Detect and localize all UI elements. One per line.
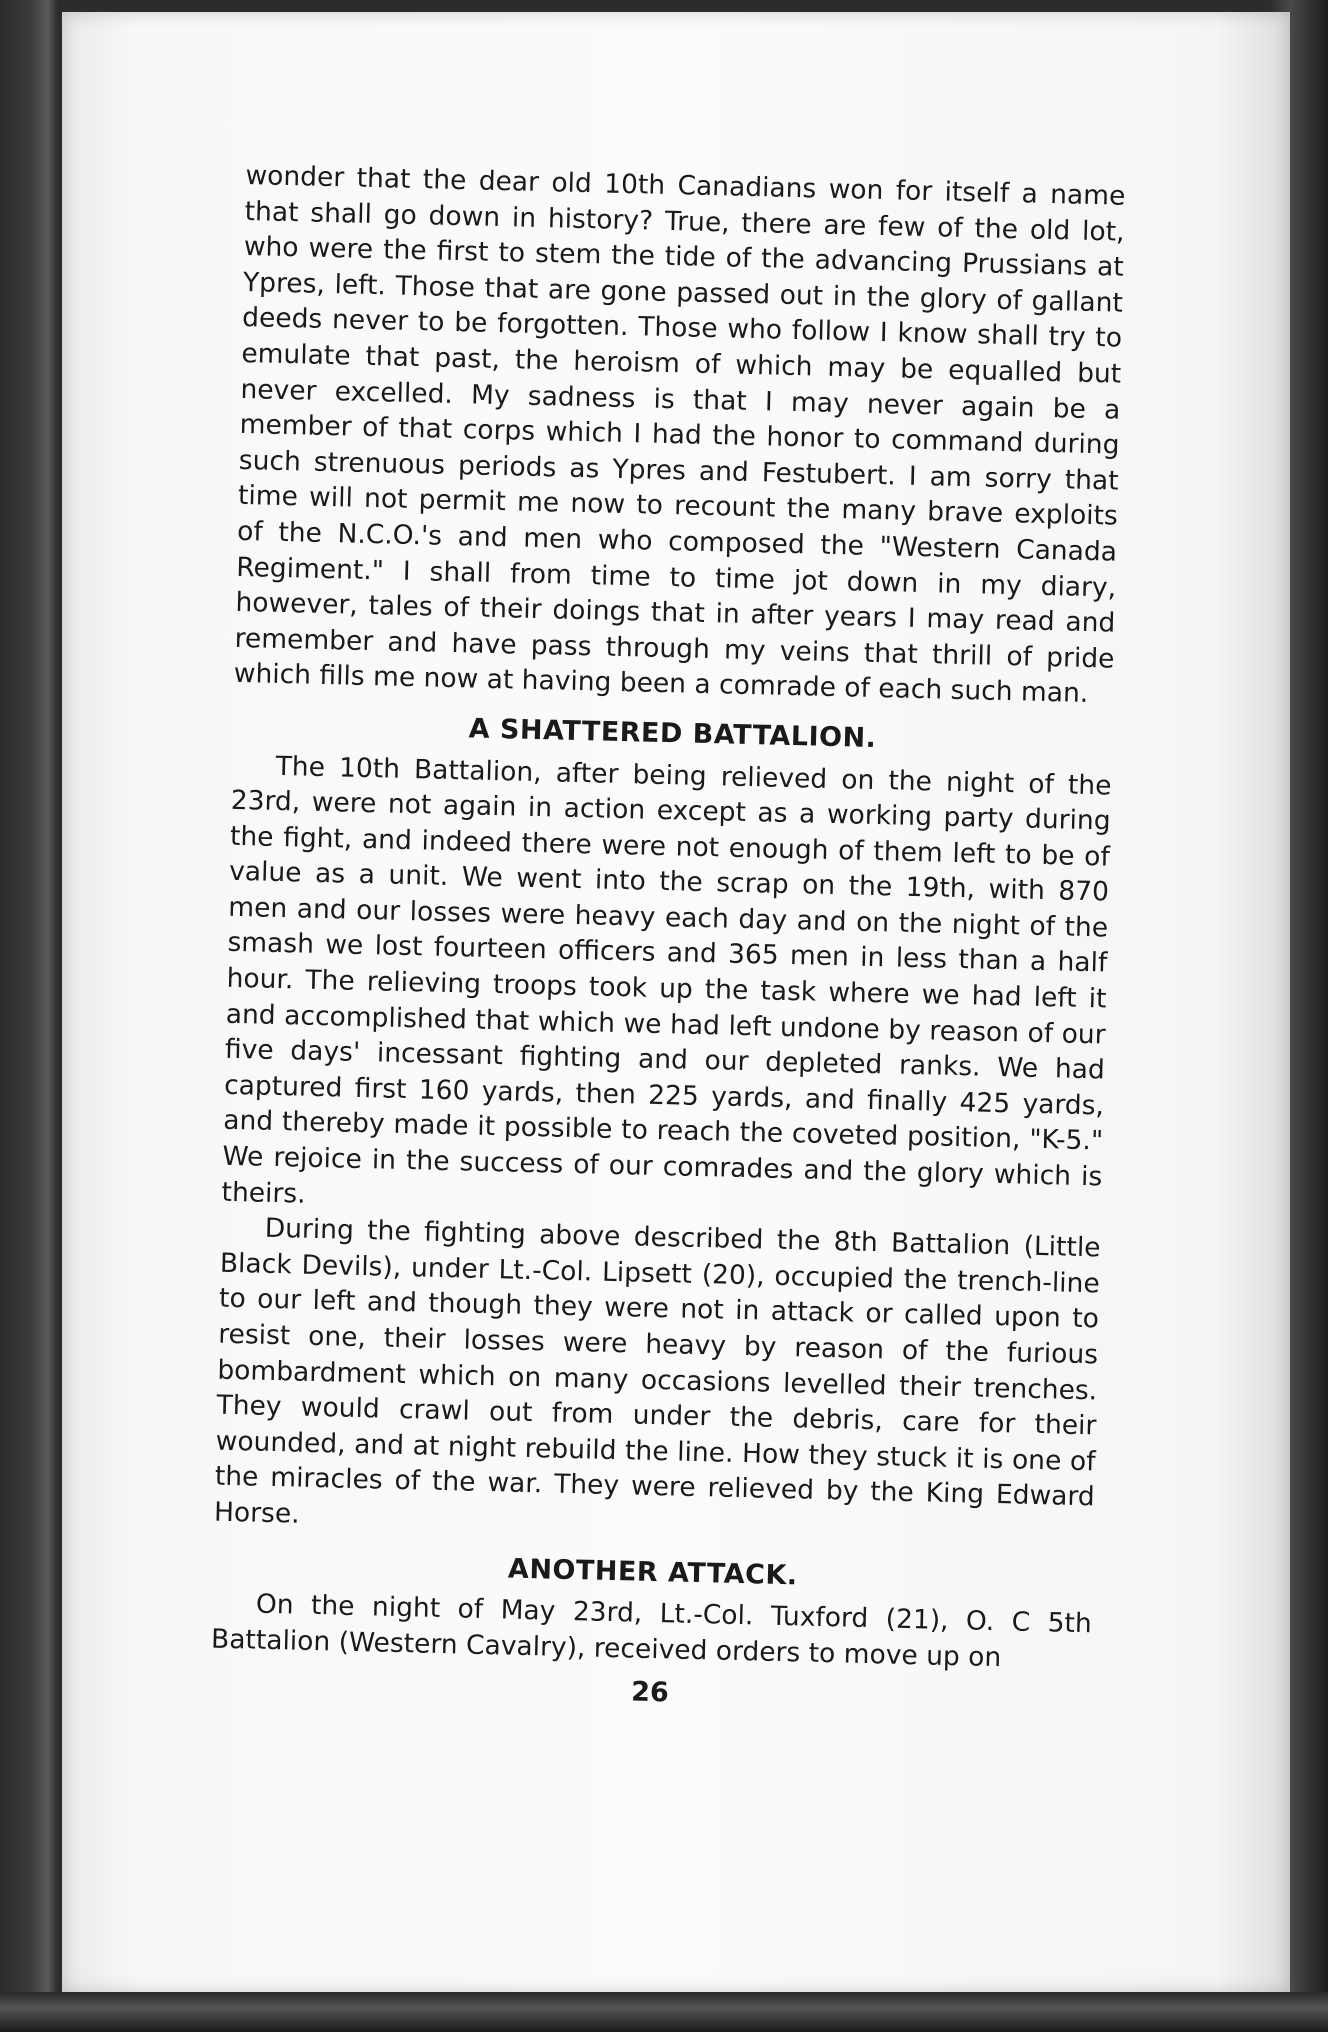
paragraph-continuation: wonder that the dear old 10th Canadians won for itself a name that shall go down in history? True, there are few of the old lot, who were the first to stem the tide of the advancing Prussians at Ypres, left. Those that are gone passed out in the glory of gallant deeds never to be forgotten. Those who follow I know shall try to emulate that past, the heroism of which may be equalled but never excelled. My sadness is that I may never again be a member of that corps which I had the honor to command during such strenuous periods as Ypres and Festubert. I am sorry that time will not permit me now to recount the many brave exploits of the N.C.O.'s and men who composed the "Western Canada Regiment." I shall from time to time jot down in my diary, however, tales of their doings that in after years I may read and remember and have pass through my veins that thrill of pride which fills me now at having been a comrade of each such man. (233, 159, 1126, 710)
page-text-block (210, 158, 1126, 1721)
paragraph-little-black-devils: During the fighting above described the 8th Battalion (Little Black Devils), under Lt.-Col. Lipsett (20), occupied the trench-line to our left and though they were not in attack or called upon to resist one, their losses were heavy by reason of the furious bombardment which on many occasions levelled their trenches. They would crawl out from under the debris, care for their wounded, and at night rebuild the line. How they stuck it is one of the miracles of the war. They were relieved by the King Edward Horse. (213, 1212, 1101, 1530)
page-number: 26 (630, 1676, 670, 1709)
section-heading-another-attack: ANOTHER ATTACK. (507, 1553, 798, 1591)
section-heading-shattered-battalion: A SHATTERED BATTALION. (468, 713, 877, 754)
scan-bottom-edge (0, 1992, 1328, 2032)
paragraph-shattered-battalion: The 10th Battalion, after being relieved on the night of the 23rd, were not again in action except as a working party during the fight, and indeed there were not enough of them left to be of value as a unit. We went into the scrap on the 19th, with 870 men and our losses were heavy each day and on the night of the smash we lost fourteen officers and 365 men in less than a half hour. The relieving troops took up the task where we had left it and accomplished that which we had left undone by reason of our five days' incessant fighting and our depleted ranks. We had captured first 160 yards, then 225 yards, and finally 425 yards, and thereby made it possible to reach the coveted position, "K-5." We rejoice in the success of our comrades and the glory which is theirs. (221, 750, 1112, 1210)
book-page (62, 12, 1290, 1992)
paragraph-another-attack: On the night of May 23rd, Lt.-Col. Tuxford (21), O. C 5th Battalion (Western Cavalry), received orders to move up on (210, 1588, 1093, 1673)
